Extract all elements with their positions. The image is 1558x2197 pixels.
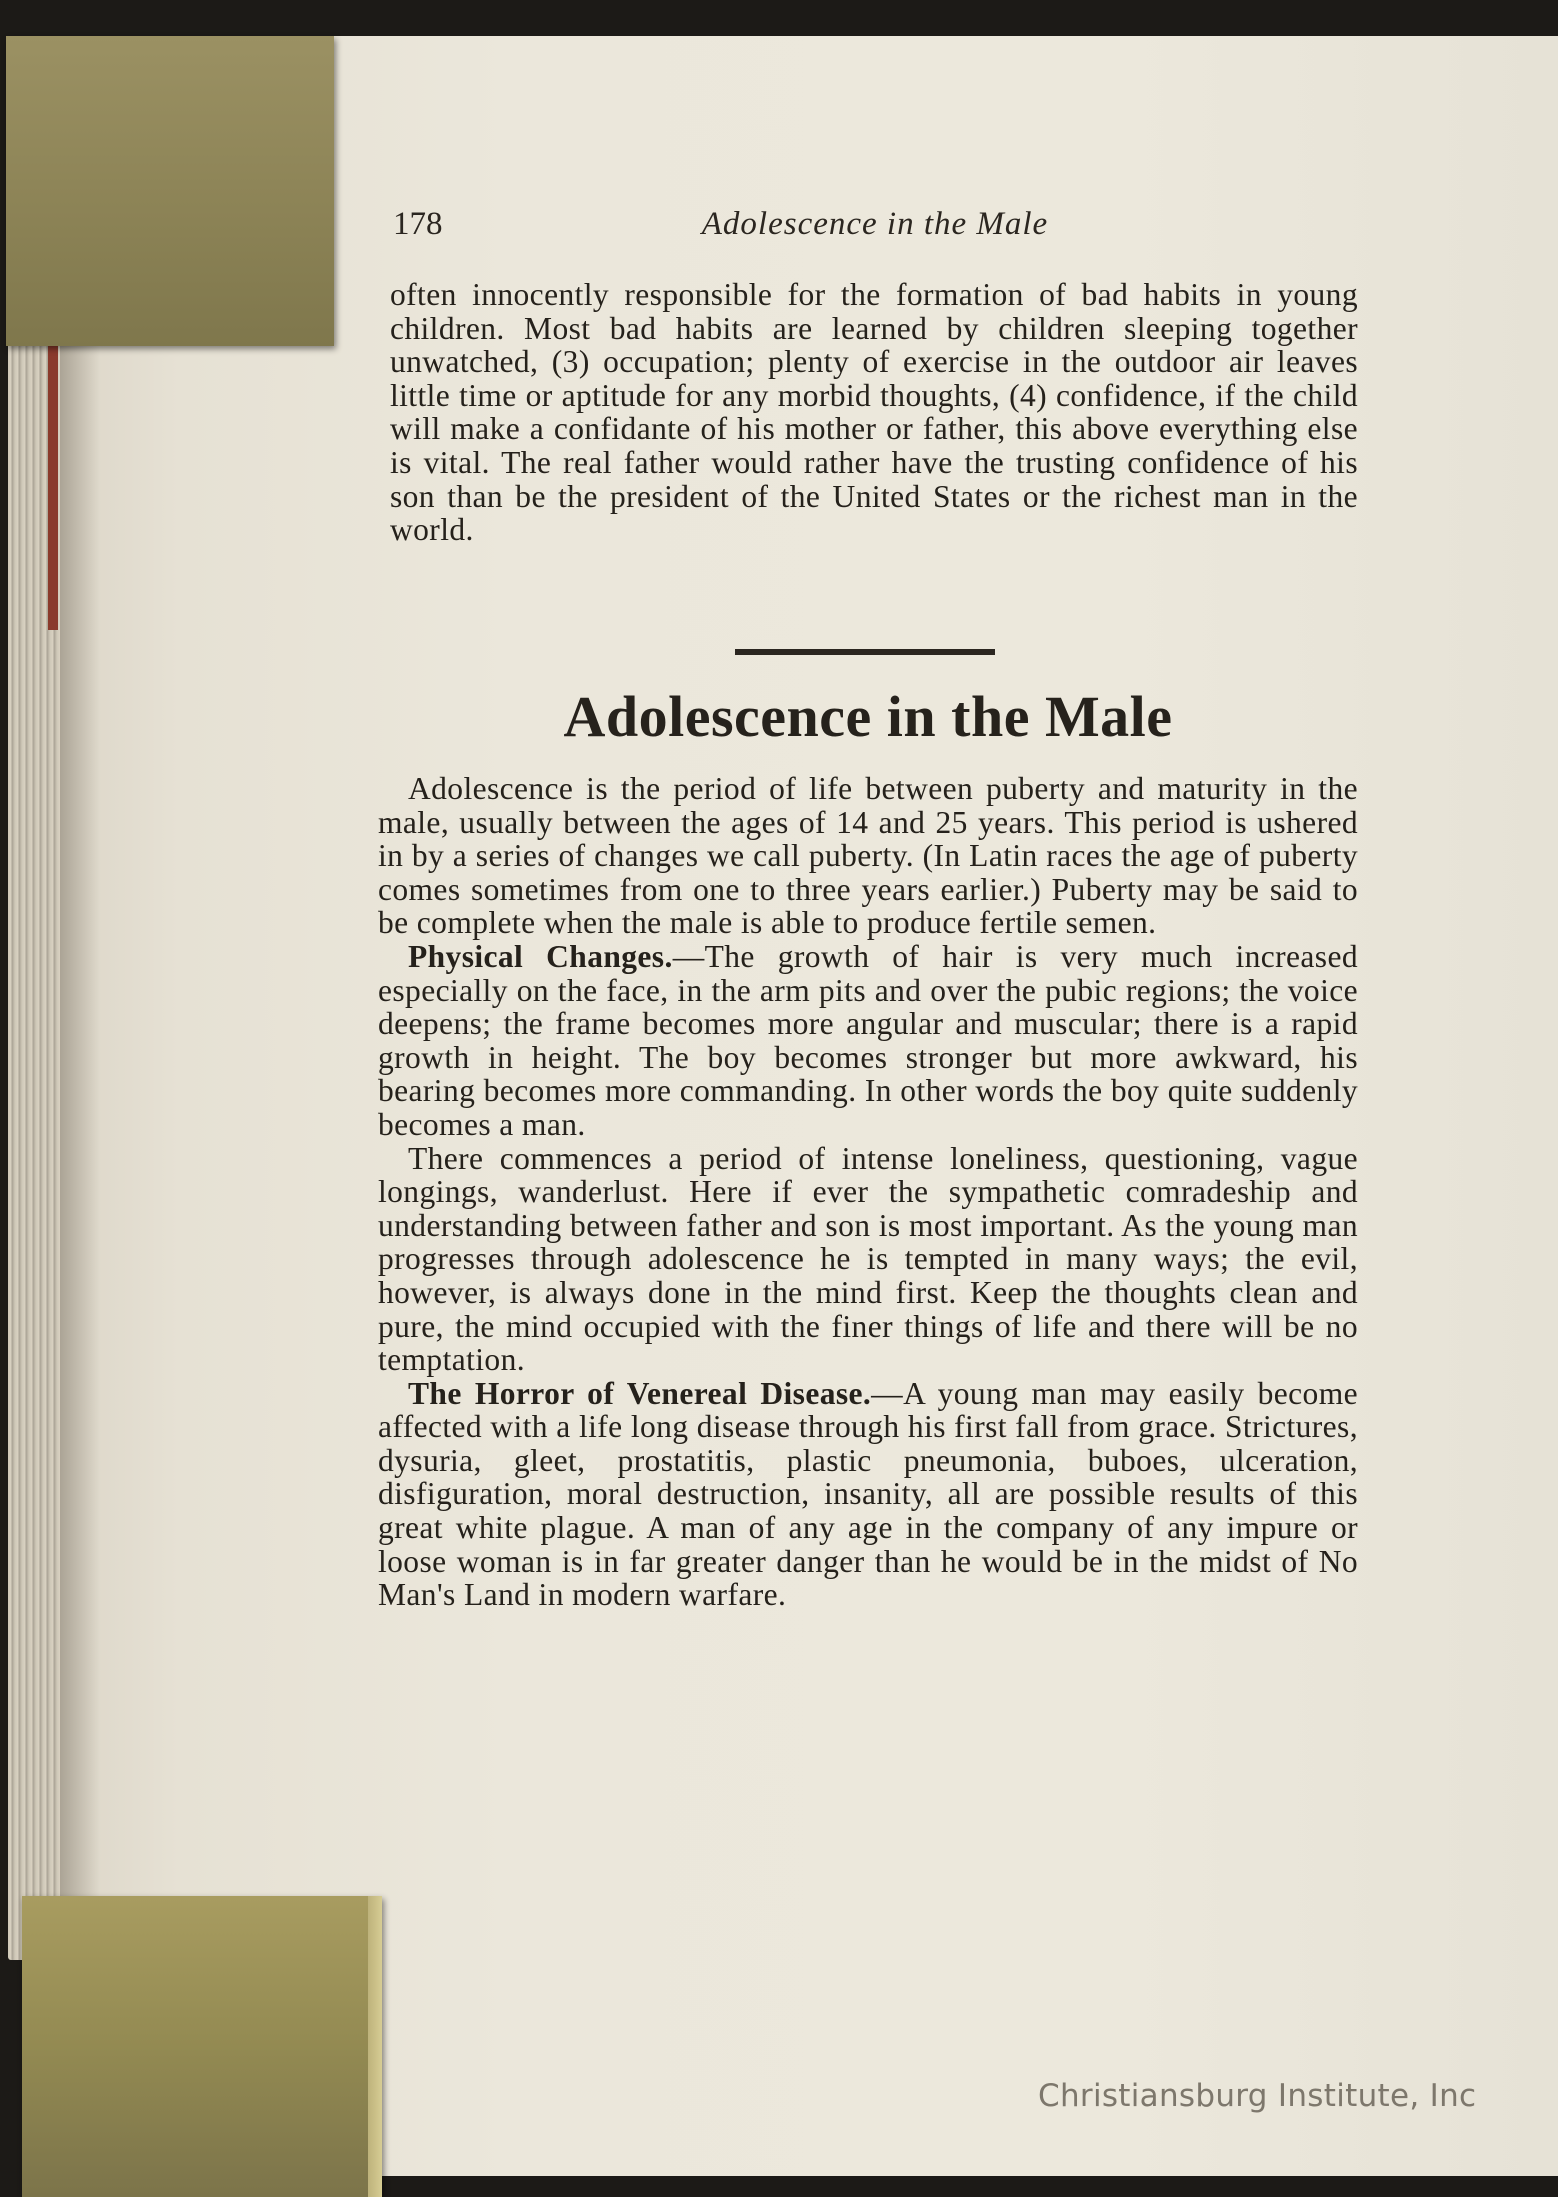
continuation-paragraph — [390, 278, 1358, 547]
page-edge-red — [48, 330, 58, 630]
section-divider — [735, 649, 995, 655]
paragraph-text: often innocently responsible for the formation of bad habits in young children. Most bad habits are learned by children sleeping together unwatched, (3) occupation; plenty of exercise in the outdoor air leaves little time or aptitude for any morbid thoughts, (4) confidence, if the child will make a confidante of his mother or father, this above everything else is vital. The real father would rather have the trusting confidence of his son than be the president of the United States or the richest man in the world. — [390, 277, 1358, 548]
paragraph-text: There commences a period of intense loneliness, questioning, vague longings, wanderlust. Here if ever the sympathetic comradeship and understanding between father and son is most important. As the young man progresses through adolescence he is tempted in many ways; the evil, however, is always done in the mind first. Keep the thoughts clean and pure, the mind occupied with the finer things of life and there will be no temptation. — [378, 1140, 1358, 1378]
page-number: 178 — [393, 206, 443, 242]
paragraph-text: —A young man may easily become affected with a life long disease through his first fall from grace. Strictures, dysuria, gleet, prostatitis, plastic pneumonia, buboes, ulceration, disfiguration, moral destruction, insanity, all are possible results of this great white plague. A man of any age in the company of any impure or loose woman is in far greater danger than he would be in the midst of No Man's Land in modern warfare. — [378, 1375, 1358, 1613]
run-in-heading: The Horror of Venereal Disease. — [408, 1375, 872, 1411]
binding-tab-top — [6, 36, 334, 346]
paragraph — [378, 1377, 1358, 1612]
running-title: Adolescence in the Male — [701, 206, 1049, 242]
paragraph — [378, 940, 1358, 1142]
watermark: Christiansburg Institute, Inc — [1038, 2078, 1477, 2114]
gutter-shadow — [60, 36, 100, 2176]
paragraph-text: Adolescence is the period of life between puberty and maturity in the male, usually between the ages of 14 and 25 years. This period is ushered in by a series of changes we call puberty. (In Latin races the age of puberty comes sometimes from one to three years earlier.) Puberty may be said to be complete when the male is able to produce fertile semen. — [378, 771, 1358, 941]
page-header — [393, 206, 1357, 252]
binding-tab-bottom — [22, 1896, 382, 2197]
run-in-heading: Physical Changes. — [408, 938, 673, 974]
section-title: Adolescence in the Male — [563, 684, 1173, 749]
paragraph — [378, 1142, 1358, 1377]
paragraph-text: —The growth of hair is very much increased especially on the face, in the arm pits and over the pubic regions; the voice deepens; the frame becomes more angular and muscular; there is a rapid growth in height. The boy becomes stronger but more awkward, his bearing becomes more commanding. In other words the boy quite suddenly becomes a man. — [378, 938, 1358, 1142]
section-body — [378, 772, 1358, 1612]
paragraph — [378, 772, 1358, 940]
